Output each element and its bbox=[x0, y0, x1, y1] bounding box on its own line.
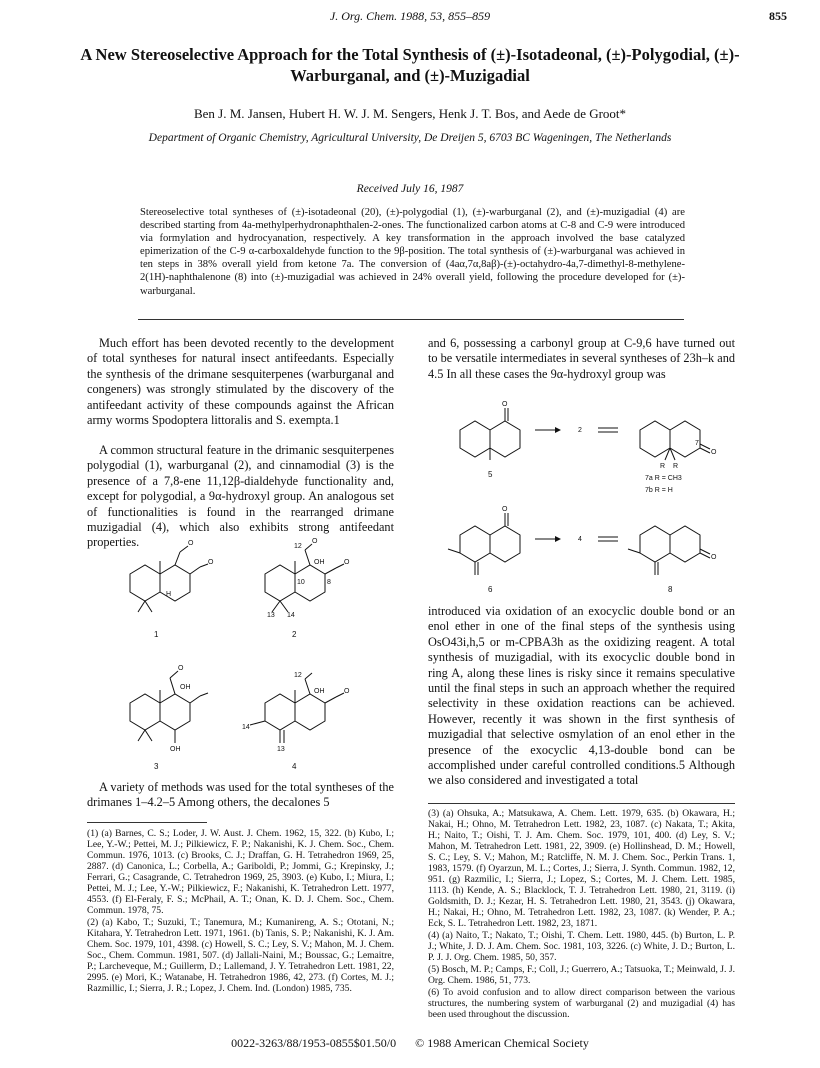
right-paragraph-1: and 6, possessing a carbonyl group at C-9,6 have turned out to be versatile intermediates in several syntheses of 23h–k and 4.5 In all these cases the 9α-hydroxyl group was bbox=[428, 336, 735, 381]
arrow-label-4: 4 bbox=[578, 536, 582, 543]
page-footer bbox=[0, 1036, 820, 1051]
r-label-2: R bbox=[673, 463, 679, 470]
intro-paragraph-1: Much effort has been devoted recently to the development of total syntheses for natural insect antifeedants. Especially the synthesis of the drimane sesquiterpenes (warburganal and congeners) was strongly stimulated by the discovery of the antifeedant activity of these compounds against the African army worms Spodoptera littoralis and S. exempta.1 bbox=[87, 336, 394, 428]
footnotes-left bbox=[87, 828, 394, 995]
c14-label: 14 bbox=[287, 612, 295, 619]
compound-number-2: 2 bbox=[292, 630, 297, 639]
structure-8 bbox=[628, 526, 710, 575]
structure-6 bbox=[448, 513, 520, 575]
scheme-5-to-7 bbox=[440, 400, 740, 500]
copyright-notice: © 1988 American Chemical Society bbox=[415, 1036, 589, 1050]
ketone-o-label-2: O bbox=[711, 449, 717, 456]
footnote-4: (4) (a) Naito, T.; Nakato, T.; Oishi, T. Chem. Lett. 1980, 445. (b) Burton, L. P. J.; White, J. D. J. Am. Chem. Soc. 1981, 103, 3226. (c) White, J. D.; Burton, L. P. J. J. Org. Chem. 1985, 50, 357. bbox=[428, 930, 735, 963]
aldehyde-o-label-4: O bbox=[344, 559, 350, 566]
structure-4 bbox=[250, 673, 344, 743]
arrow-head-1 bbox=[555, 427, 561, 433]
footnote-3: (3) (a) Ohsuka, A.; Matsukawa, A. Chem. Lett. 1979, 635. (b) Okawara, H.; Nakai, H.; Ohno, M. Tetrahedron Lett. 1982, 23, 1087. (c) Nakata, T.; Akita, H.; Naito, T.; Oishi, T. J. Am. Chem. Soc. 1979, 101, 400. (d) Ley, S. V.; Mahon, M. Tetrahedron Lett. 1981, 22, 3909. (e) Hollinshead, D. M.; Howell, S. C.; Ley, S. V.; Mahon, M.; Ratcliffe, N. M. J. Chem. Soc., Perkin Trans. 1, 1983, 1579. (f) Oyarzun, M. L.; Cortes, J.; Sierra, J. Synth. Commun. 1982, 12, 951. (g) Razmilic, I.; Sierra, J.; Lopez, S.; Cortes, M. J. Chem. Lett. 1985, 1113. (h) Kende, A. S.; Blacklock, T. J. Tetrahedron Lett. 1980, 21, 3119. (i) Goldsmith, D. J.; Kezar, H. S. Tetrahedron Lett. 1980, 21, 3543. (j) Okawara, H.; Nakai, H.; Ohno, M. Tetrahedron Lett. 1982, 23, 1087. (k) Wender, P. A.; Eck, S. L. Tetrahedron Lett. 1982, 23, 1871. bbox=[428, 808, 735, 929]
paper-title: A New Stereoselective Approach for the Total Synthesis of (±)-Isotadeonal, (±)-Polygodial, (±)-Warburganal, and (±)-Muzigadial bbox=[80, 45, 740, 85]
structure-figure-1-2 bbox=[100, 534, 400, 644]
arrow-label-2: 2 bbox=[578, 427, 582, 434]
oh-label: OH bbox=[314, 559, 325, 566]
right-paragraph-2: introduced via oxidation of an exocyclic double bond or an enol ether in one of the final steps of the synthesis using OsO43i,h,5 or m-CPBA3h as the oxidizing reagent. A total synthesis of muzigadial, with its exocyclic double bond in ring A, along these lines is risky since it remains speculative until the final steps in such an approach whether the required selectivity in these oxidation reactions can be achieved. However, recently it was shown in the first synthesis of muzigadial that selective osmylation of an enol ether in the presence of the exocyclic 4,13-double bond can be accomplished under careful controlled conditions.5 Although we also considered and investigated a total bbox=[428, 604, 735, 788]
c13-label-2: 13 bbox=[277, 746, 285, 753]
c14-label-2: 14 bbox=[242, 724, 250, 731]
footnote-5: (5) Bosch, M. P.; Camps, F.; Coll, J.; Guerrero, A.; Tatsuoka, T.; Meinwald, J. J. Org. Chem. 1986, 51, 773. bbox=[428, 964, 735, 986]
oh-label-2: OH bbox=[180, 684, 191, 691]
ketone-o-label-4: O bbox=[711, 554, 717, 561]
c10-label: 10 bbox=[297, 579, 305, 586]
aldehyde-o-label: O bbox=[188, 540, 194, 547]
affiliation: Department of Organic Chemistry, Agricultural University, De Dreijen 5, 6703 BC Wageningen, The Netherlands bbox=[148, 132, 672, 144]
compound-7a-def: 7a R = CH3 bbox=[645, 475, 682, 482]
compound-7b-def: 7b R = H bbox=[645, 487, 673, 494]
aldehyde-o-label-3: O bbox=[312, 538, 318, 545]
scheme-6-to-8 bbox=[440, 505, 740, 600]
structure-5 bbox=[460, 408, 520, 460]
abstract-divider bbox=[138, 319, 684, 320]
journal-citation: J. Org. Chem. 1988, 53, 855–859 bbox=[329, 9, 491, 23]
running-header bbox=[0, 9, 820, 25]
h-label: H bbox=[166, 591, 172, 598]
compound-number-8: 8 bbox=[668, 585, 673, 594]
abstract: Stereoselective total syntheses of (±)-isotadeonal (20), (±)-polygodial (1), (±)-warburganal (2), and (±)-muzigadial (4) are described starting from 4a-methylperhydronaphthalen-2-ones. The functionalized carbon atoms at C-8 and C-9 were introduced via formylation and hydrocyanation, respectively. A key transformation in the approach involved the base catalyzed epimerization of the C-9 α-carboxaldehyde function to the 9β-position. The total synthesis of (±)-warburganal was achieved in ten steps in 38% overall yield from ketone 7a. The conversion of (4aα,7α,8aβ)-(±)-octahydro-4a,7-dimethyl-8-methylene-2(1H)-naphthalenone (8) into (±)-muzigadial was achieved in 24% overall yield, following the procedure developed for (±)-warburganal. bbox=[140, 207, 685, 297]
structure-figure-3-4 bbox=[100, 663, 400, 773]
author-list: Ben J. M. Jansen, Hubert H. W. J. M. Sengers, Henk J. T. Bos, and Aede de Groot* bbox=[193, 106, 627, 121]
structure-2 bbox=[265, 544, 344, 612]
compound-number-6: 6 bbox=[488, 585, 493, 594]
compound-number-3: 3 bbox=[154, 762, 159, 771]
page-number: 855 bbox=[769, 9, 787, 23]
footnote-divider-left bbox=[87, 822, 207, 823]
footnote-divider-right bbox=[428, 803, 735, 804]
ketone-o-label-3: O bbox=[502, 506, 508, 513]
received-date: Received July 16, 1987 bbox=[356, 183, 464, 195]
compound-number-4: 4 bbox=[292, 762, 297, 771]
intro-paragraph-3: A variety of methods was used for the total syntheses of the drimanes 1–4.2–5 Among others, the decalones 5 bbox=[87, 780, 394, 810]
footnotes-right bbox=[428, 808, 735, 1021]
r-label: R bbox=[660, 463, 666, 470]
oh-label-3: OH bbox=[170, 746, 181, 753]
structure-3 bbox=[130, 671, 208, 743]
aldehyde-o-label-5: O bbox=[178, 665, 184, 672]
c7-label: 7 bbox=[695, 440, 699, 447]
structure-7 bbox=[640, 421, 710, 460]
c12-label-2: 12 bbox=[294, 672, 302, 679]
c8-label: 8 bbox=[327, 579, 331, 586]
compound-number-5: 5 bbox=[488, 470, 493, 479]
ketone-o-label: O bbox=[502, 401, 508, 408]
footnote-1: (1) (a) Barnes, C. S.; Loder, J. W. Aust. J. Chem. 1962, 15, 322. (b) Kubo, I.; Lee, Y.-W.; Pettei, M. J.; Pilkiewicz, F. P.; Nakanishi, K. J. Chem. Soc., Chem. Commun. 1976, 1013. (c) Brooks, C. J.; Draffan, G. H. Tetrahedron 1969, 25, 2887. (d) Canonica, L.; Corbella, A.; Gariboldi, P.; Jommi, G.; Krepinsky, J.; Ferrari, G.; Casagrande, C. Tetrahedron 1969, 25, 3903. (e) Kubo, I.; Miura, I.; Pettei, M. J.; Lee, Y.-W.; Pilkiewicz, F.; Nakanishi, K. Tetrahedron Lett. 1977, 4553. (f) El-Feraly, F. S.; McPhail, A. T.; Onan, K. D. J. Chem. Soc., Chem. Commun. 1978, 75. bbox=[87, 828, 394, 916]
arrow-head-2 bbox=[555, 536, 561, 542]
c12-label: 12 bbox=[294, 543, 302, 550]
compound-number-1: 1 bbox=[154, 630, 159, 639]
footnote-6: (6) To avoid confusion and to allow direct comparison between the various structures, the numbering system of warburganal (2) and muzigadial (4) has been used throughout the discussion. bbox=[428, 987, 735, 1020]
structure-1 bbox=[130, 546, 208, 612]
aldehyde-o-label-2: O bbox=[208, 559, 214, 566]
intro-paragraph-2: A common structural feature in the drimanic sesquiterpenes polygodial (1), warburganal (2), and cinnamodial (3) is the presence of a 7,8-ene 11,12β-dialdehyde functionality and, except for polygodial, a 9α-hydroxyl group. An analogous set of functionalities is found in the rearranged drimane muzigadial (4), which also exhibits strong antifeedant properties. bbox=[87, 443, 394, 550]
footnote-2: (2) (a) Kabo, T.; Suzuki, T.; Tanemura, M.; Kumanireng, A. S.; Ototani, N.; Kitahara, Y. Tetrahedron Lett. 1971, 1961. (b) Tanis, S. P.; Nakanishi, K. J. Am. Chem. Soc. 1979, 101, 4398. (c) Howell, S. C.; Ley, S. V.; Mahon, M. J. Chem. Soc., Chem. Commun. 1981, 507. (d) Jallali-Naini, M.; Boussac, G.; Lemaitre, P.; Larcheveque, M.; Guillerm, D.; Lallemand, J. Y. Tetrahedron Lett. 1981, 22, 2995. (e) Mori, K.; Watanabe, H. Tetrahedron 1986, 42, 273. (f) Cortes, M. J.; Razmillic, I.; Sierra, J. R.; Lopez, J. Chem. Ind. (London) 1985, 735. bbox=[87, 917, 394, 994]
oh-label-4: OH bbox=[314, 688, 325, 695]
c13-label: 13 bbox=[267, 612, 275, 619]
aldehyde-o-label-6: O bbox=[344, 688, 350, 695]
issn-code: 0022-3263/88/1953-0855$01.50/0 bbox=[231, 1036, 397, 1050]
